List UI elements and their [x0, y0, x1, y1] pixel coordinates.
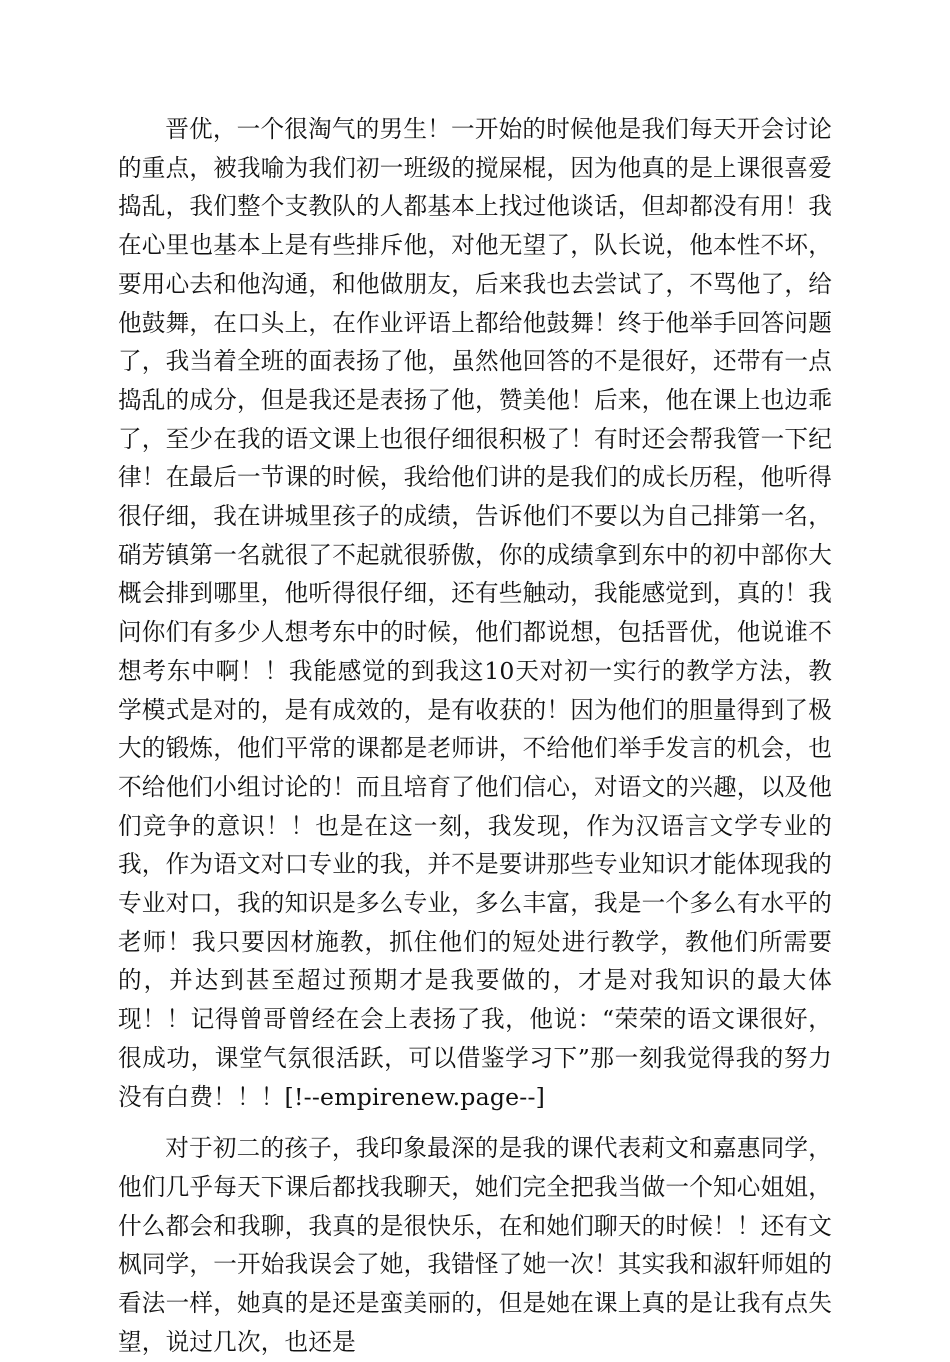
paragraph: 对于初二的孩子，我印象最深的是我的课代表莉文和嘉惠同学，他们几乎每天下课后都找我聊天，她们完全把我当做一个知心姐姐，什么都会和我聊，我真的是很快乐，在和她们聊天的时候！！还有文枫同学，一开始我误会了她，我错怪了她一次！其实我和淑轩师姐的看法一样，她真的是还是蛮美丽的，但是她在课上真的是让我有点失望，说过几次，也还是 — [118, 1134, 832, 1356]
document-page — [118, 110, 832, 1362]
paragraph: 晋优，一个很淘气的男生！一开始的时候他是我们每天开会讨论的重点，被我喻为我们初一班级的搅屎棍，因为他真的是上课很喜爱捣乱，我们整个支教队的人都基本上找过他谈话，但却都没有用！我在心里也基本上是有些排斥他，对他无望了，队长说，他本性不坏，要用心去和他沟通，和他做朋友，后来我也去尝试了，不骂他了，给他鼓舞，在口头上，在作业评语上都给他鼓舞！终于他举手回答问题了，我当着全班的面表扬了他，虽然他回答的不是很好，还带有一点捣乱的成分，但是我还是表扬了他，赞美他！后来，他在课上也边乖了，至少在我的语文课上也很仔细很积极了！有时还会帮我管一下纪律！在最后一节课的时候，我给他们讲的是我们的成长历程，他听得很仔细，我在讲城里孩子的成绩，告诉他们不要以为自己排第一名，硝芳镇第一名就很了不起就很骄傲，你的成绩拿到东中的初中部你大概会排到哪里，他听得很仔细，还有些触动，我能感觉到，真的！我问你们有多少人想考东中的时候，他们都说想，包括晋优，他说谁不想考东中啊！！我能感觉的到我这10天对初一实行的教学方法，教学模式是对的，是有成效的，是有收获的！因为他们的胆量得到了极大的锻炼，他们平常的课都是老师讲，不给他们举手发言的机会，也不给他们小组讨论的！而且培育了他们信心，对语文的兴趣，以及他们竞争的意识！！也是在这一刻，我发现，作为汉语言文学专业的我，作为语文对口专业的我，并不是要讲那些专业知识才能体现我的专业对口，我的知识是多么专业，多么丰富，我是一个多么有水平的老师！我只要因材施教，抓住他们的短处进行教学，教他们所需要的，并达到甚至超过预期才是我要做的，才是对我知识的最大体现！！记得曾哥曾经在会上表扬了我，他说：“荣荣的语文课很好，很成功，课堂气氛很活跃，可以借鉴学习下”那一刻我觉得我的努力没有白费！！！[!--empirenew.page--] — [118, 115, 832, 1111]
